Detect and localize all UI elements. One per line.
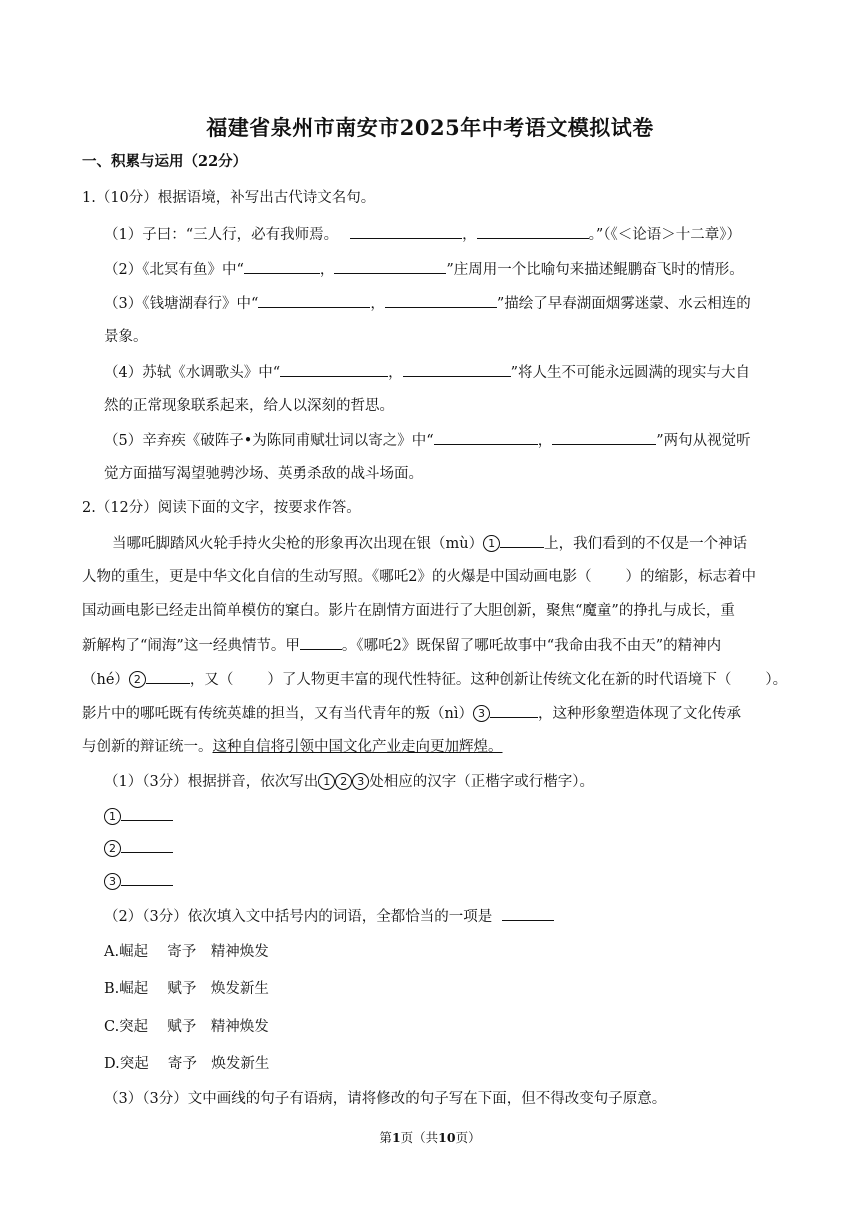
answer-blank[interactable] xyxy=(258,293,370,308)
answer-blank[interactable] xyxy=(350,224,462,239)
option-a[interactable]: A.崛起 寄予 精神焕发 xyxy=(104,944,269,960)
circle-number: 1 xyxy=(483,535,500,552)
answer-blank[interactable] xyxy=(490,703,538,718)
option-b[interactable]: B.崛起 赋予 焕发新生 xyxy=(104,981,269,997)
answer-blank[interactable] xyxy=(300,635,342,650)
circle-number: 2 xyxy=(335,773,352,790)
passage-line: 与创新的辩证统一。这种自信将引领中国文化产业走向更加辉煌。 xyxy=(82,739,503,755)
q1-item-5: （5）辛弃疾《破阵子•为陈同甫赋壮词以寄之》中“ ， ”两句从视觉听 xyxy=(104,430,751,451)
answer-blank[interactable] xyxy=(502,906,554,921)
passage-line: 当哪吒脚踏风火轮手持火尖枪的形象再次出现在银（mù） 1 上，我们看到的不仅是一个神话 xyxy=(112,533,747,554)
circle-number: 3 xyxy=(352,773,369,790)
answer-blank[interactable] xyxy=(403,362,511,377)
answer-blank[interactable] xyxy=(280,362,388,377)
answer-line-3 xyxy=(104,871,173,892)
q2-stem: 2.（12分）阅读下面的文字，按要求作答。 xyxy=(82,500,361,516)
q1-item-5-cont: 觉方面描写渴望驰骋沙场、英勇杀敌的战斗场面。 xyxy=(104,466,423,482)
answer-blank[interactable] xyxy=(477,224,589,239)
page-number: 1 xyxy=(391,1130,401,1145)
answer-blank[interactable] xyxy=(121,806,173,821)
q1-item-3-cont: 景象。 xyxy=(104,329,148,345)
option-c[interactable]: C.突起 赋予 精神焕发 xyxy=(104,1019,269,1035)
answer-blank[interactable] xyxy=(500,533,544,548)
answer-blank[interactable] xyxy=(434,430,538,445)
passage-line: 国动画电影已经走出简单模仿的窠白。影片在剧情方面进行了大胆创新，聚焦“魔童”的挣扎与成长，重 xyxy=(82,603,735,619)
circle-number: 1 xyxy=(104,808,121,825)
passage-line: （hé） 2 ，又（ ）了人物更丰富的现代性特征。这种创新让传统文化在新的时代语境下（ ）。 xyxy=(82,669,787,690)
answer-blank[interactable] xyxy=(385,293,497,308)
answer-blank[interactable] xyxy=(121,871,173,886)
sub-question-1: （1）（3分）根据拼音，依次写出 1 2 3 处相应的汉字（正楷字或行楷字）。 xyxy=(104,774,594,790)
answer-line-1 xyxy=(104,806,173,827)
answer-blank[interactable] xyxy=(552,430,656,445)
answer-blank[interactable] xyxy=(121,838,173,853)
option-d[interactable]: D.突起 寄予 焕发新生 xyxy=(104,1056,270,1072)
q1-item-4-cont: 然的正常现象联系起来，给人以深刻的哲思。 xyxy=(104,398,394,414)
circle-number: 3 xyxy=(104,873,121,890)
answer-blank[interactable] xyxy=(334,259,446,274)
q1-item-2: （2）《北冥有鱼》中“ ， ”庄周用一个比喻句来描述鲲鹏奋飞时的情形。 xyxy=(104,259,744,280)
answer-blank[interactable] xyxy=(146,669,190,684)
sub-question-2: （2）（3分）依次填入文中括号内的词语，全都恰当的一项是 xyxy=(104,906,554,927)
q1-item-1: （1）子曰：“三人行，必有我师焉。 ， 。”（《＜论语＞十二章》） xyxy=(104,224,741,245)
total-pages: 10 xyxy=(438,1130,456,1145)
circle-number: 2 xyxy=(104,840,121,857)
passage-line: 人物的重生，更是中华文化自信的生动写照。《哪吒2》的火爆是中国动画电影（ ）的缩影，标志着中 xyxy=(82,569,756,585)
q1-item-4: （4）苏轼《水调歌头》中“ ， ”将人生不可能永远圆满的现实与大自 xyxy=(104,362,750,383)
circle-number: 2 xyxy=(129,671,146,688)
answer-line-2 xyxy=(104,838,173,859)
page-title: 福建省泉州市南安市2025年中考语文模拟试卷 xyxy=(206,115,654,140)
section-heading: 一、积累与运用（22分） xyxy=(82,153,248,170)
underlined-sentence: 这种自信将引领中国文化产业走向更加辉煌。 xyxy=(212,739,503,755)
page-footer: 第1页（共10页） xyxy=(379,1130,481,1145)
q1-stem: 1.（10分）根据语境，补写出古代诗文名句。 xyxy=(82,190,376,206)
passage-line: 影片中的哪吒既有传统英雄的担当，又有当代青年的叛（nì） 3 ，这种形象塑造体现了文化传承 xyxy=(82,703,741,724)
answer-blank[interactable] xyxy=(244,259,320,274)
passage-line: 新解构了“闹海”这一经典情节。甲 。《哪吒2》既保留了哪吒故事中“我命由我不由天”的精神内 xyxy=(82,635,721,656)
circle-number: 3 xyxy=(473,705,490,722)
q1-item-3: （3）《钱塘湖春行》中“ ， ”描绘了早春湖面烟雾迷蒙、水云相连的 xyxy=(104,293,751,314)
circle-number: 1 xyxy=(318,773,335,790)
sub-question-3: （3）（3分）文中画线的句子有语病，请将修改的句子写在下面，但不得改变句子原意。 xyxy=(104,1091,667,1107)
